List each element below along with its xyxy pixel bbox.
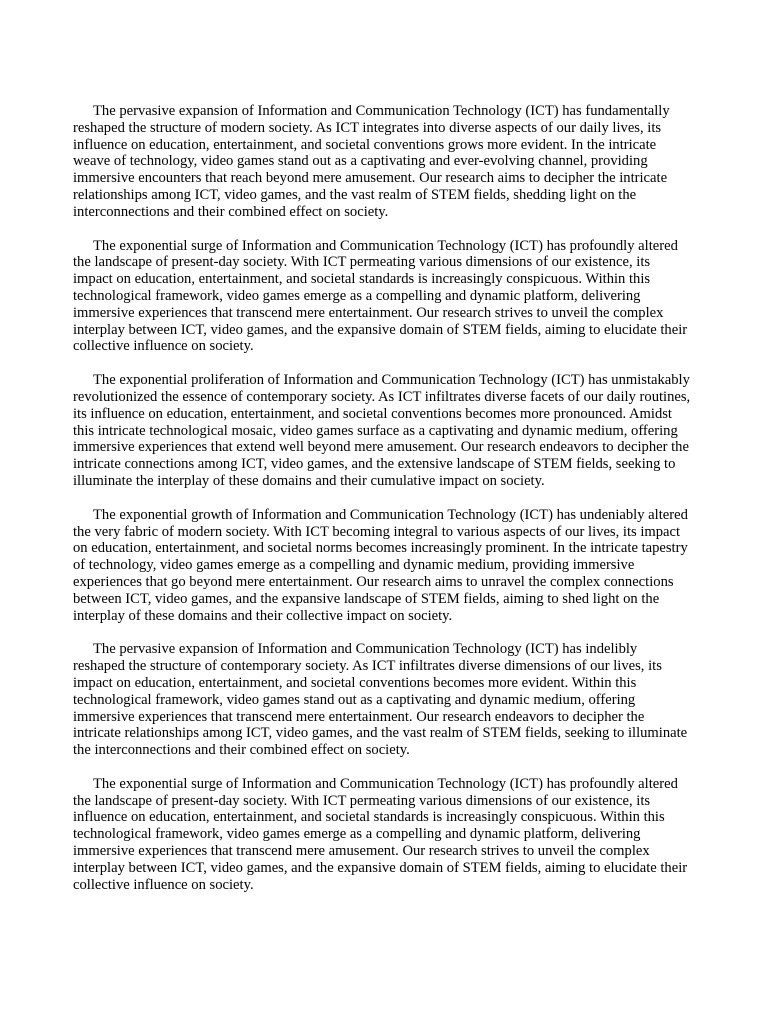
paragraph-1: The pervasive expansion of Information and Communication Technology (ICT) has fundamentally reshaped the structure of modern society. As ICT integrates into diverse aspects of our daily lives, its influence on education, entertainment, and societal conventions grows more evident. In the intricate weave of technology, video games stand out as a captivating and ever-evolving channel, providing immersive encounters that reach beyond mere amusement. Our research aims to decipher the intricate relationships among ICT, video games, and the vast realm of STEM fields, shedding light on the interconnections and their combined effect on society. xyxy=(73,103,670,220)
paragraph-4: The exponential growth of Information and Communication Technology (ICT) has undeniably altered the very fabric of modern society. With ICT becoming integral to various aspects of our lives, its impact on education, entertainment, and societal norms becomes increasingly prominent. In the intricate tapestry of technology, video games emerge as a compelling and dynamic medium, providing immersive experiences that go beyond mere entertainment. Our research aims to unravel the complex connections between ICT, video games, and the expansive landscape of STEM fields, aiming to shed light on the interplay of these domains and their collective impact on society. xyxy=(73,506,688,624)
paragraph-2: The exponential surge of Information and Communication Technology (ICT) has profoundly altered the landscape of present-day society. With ICT permeating various dimensions of our existence, its impact on education, entertainment, and societal standards is increasingly conspicuous. Within this technological framework, video games emerge as a compelling and dynamic platform, delivering immersive experiences that transcend mere entertainment. Our research strives to unveil the complex interplay between ICT, video games, and the expansive domain of STEM fields, aiming to elucidate their collective influence on society. xyxy=(73,237,688,355)
document-body xyxy=(73,103,692,910)
paragraph-5: The pervasive expansion of Information and Communication Technology (ICT) has indelibly reshaped the structure of contemporary society. As ICT infiltrates diverse dimensions of our lives, its impact on education, entertainment, and societal conventions becomes more evident. Within this technological framework, video games stand out as a captivating and dynamic medium, offering immersive experiences that transcend mere entertainment. Our research endeavors to decipher the intricate relationships among ICT, video games, and the vast realm of STEM fields, seeking to illuminate the interconnections and their combined effect on society. xyxy=(73,641,688,759)
paragraph-6: The exponential surge of Information and Communication Technology (ICT) has profoundly altered the landscape of present-day society. With ICT permeating various dimensions of our existence, its influence on education, entertainment, and societal standards is increasingly conspicuous. Within this technological framework, video games emerge as a compelling and dynamic platform, delivering immersive experiences that transcend mere amusement. Our research strives to unveil the complex interplay between ICT, video games, and the expansive domain of STEM fields, aiming to elucidate their collective influence on society. xyxy=(73,775,688,893)
paragraph-3: The exponential proliferation of Information and Communication Technology (ICT) has unmistakably revolutionized the essence of contemporary society. As ICT infiltrates diverse facets of our daily routines, its influence on education, entertainment, and societal conventions becomes more pronounced. Amidst this intricate technological mosaic, video games surface as a captivating and dynamic medium, offering immersive experiences that extend well beyond mere amusement. Our research endeavors to decipher the intricate connections among ICT, video games, and the extensive landscape of STEM fields, seeking to illuminate the interplay of these domains and their cumulative impact on society. xyxy=(73,372,691,489)
